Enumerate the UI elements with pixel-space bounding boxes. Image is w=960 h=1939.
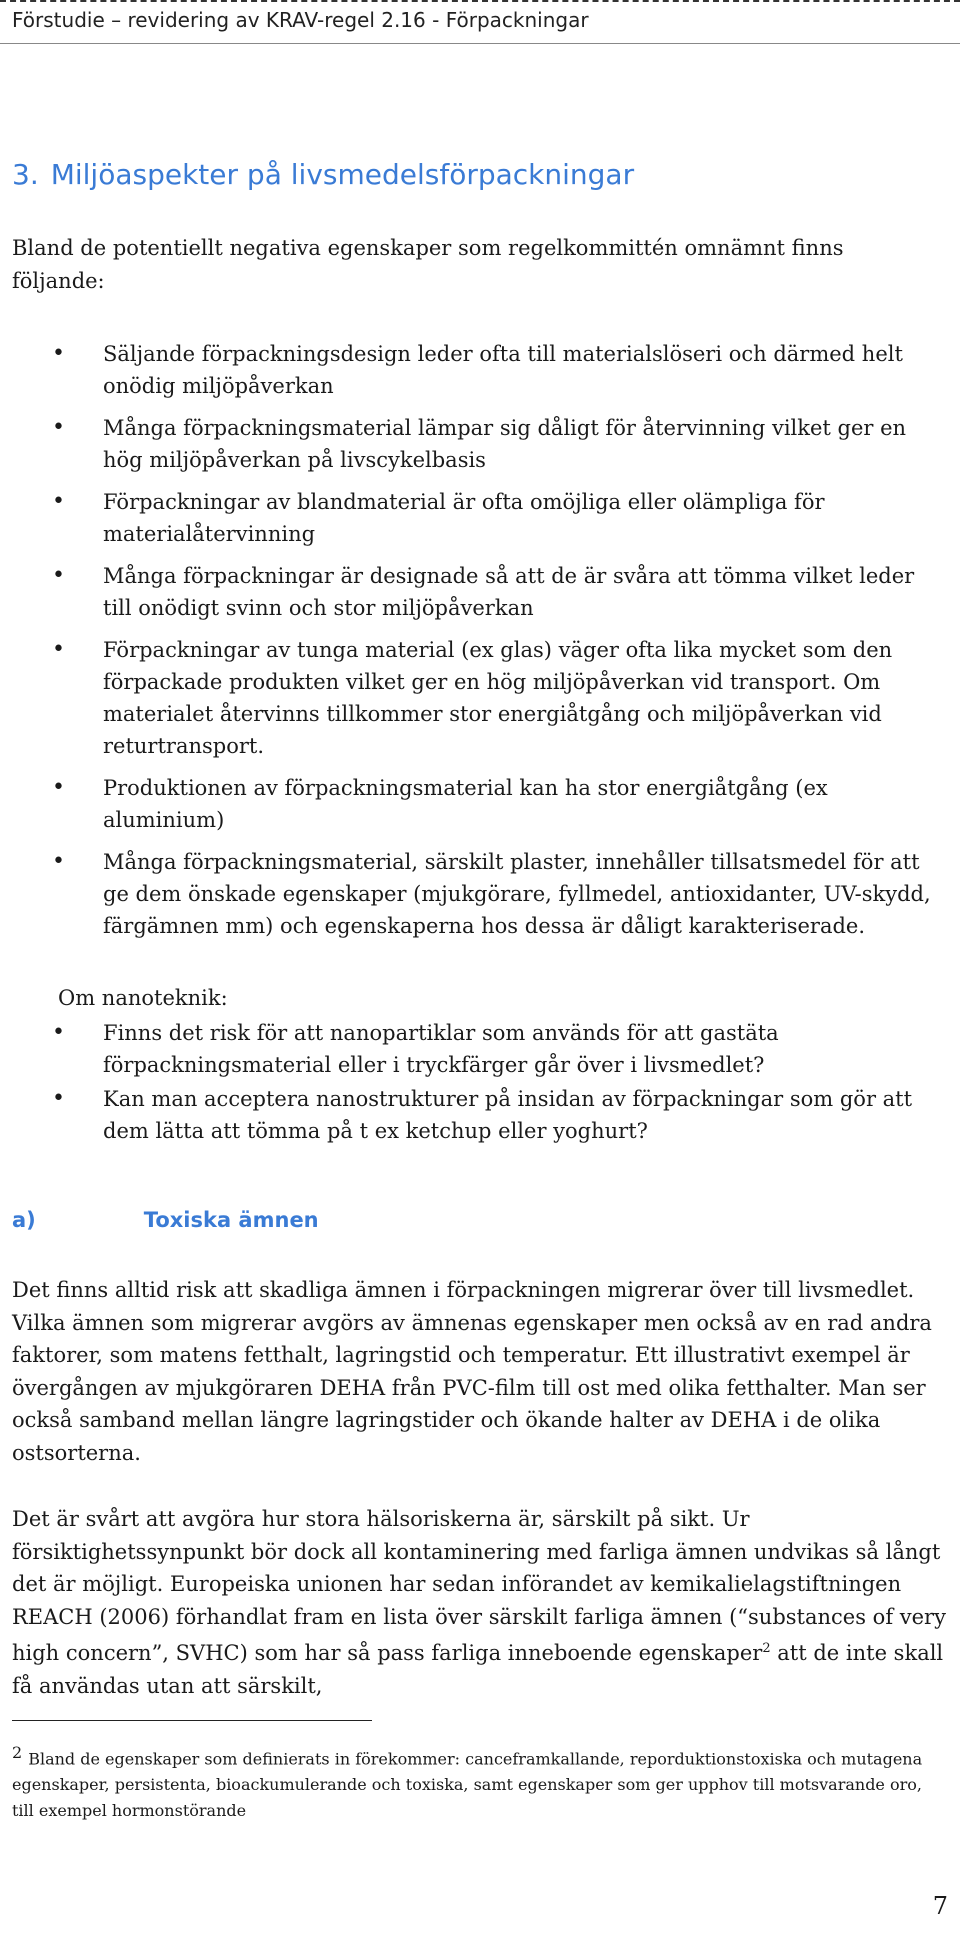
body-paragraph: [12, 1503, 947, 1702]
list-item-text: Många förpackningsmaterial lämpar sig dåligt för återvinning vilket ger en hög miljöpåverkan på livscykelbasis: [103, 416, 907, 472]
list-item-text: Kan man acceptera nanostrukturer på insidan av förpackningar som gör att dem lätta att tömma på t ex ketchup eller yoghurt?: [103, 1087, 913, 1143]
list-item: [0, 634, 933, 762]
footnote-reference[interactable]: 2: [762, 1641, 771, 1656]
header-rule: [0, 43, 960, 44]
list-item-text: Säljande förpackningsdesign leder ofta till materialslöseri och därmed helt onödig miljöpåverkan: [103, 342, 903, 398]
list-item-text: Finns det risk för att nanopartiklar som används för att gastäta förpackningsmaterial eller i tryckfärger går över i livsmedlet?: [103, 1021, 779, 1077]
bullet-icon: •: [52, 637, 65, 662]
footnote-text: Bland de egenskaper som definierats in förekommer: canceframkallande, reporduktionstoxiska och mutagena egenskaper, persistenta, bioackumulerande och toxiska, samt egenskaper som ger upphov till motsvarande oro, till exempel hormonstörande: [12, 1749, 923, 1821]
list-item-text: Förpackningar av blandmaterial är ofta omöjliga eller olämpliga för materialåtervinning: [103, 490, 825, 546]
list-item: [0, 486, 933, 550]
bullet-icon: •: [52, 849, 65, 874]
footnote: [12, 1740, 947, 1824]
bullet-icon: •: [52, 563, 65, 588]
bullet-icon: •: [52, 1020, 65, 1045]
list-item: [0, 412, 933, 476]
subsection-heading: [12, 1208, 319, 1232]
body-paragraph: Det finns alltid risk att skadliga ämnen i förpackningen migrerar över till livsmedlet. Vilka ämnen som migrerar avgörs av ämnenas egenskaper men också av en rad andra faktorer, som matens fetthalt, lagringstid och temperatur. Ett illustrativt exempel är övergången av mjukgöraren DEHA från PVC-film till ost med olika fetthalter. Man ser också samband mellan längre lagringstider och ökande halter av DEHA i de olika ostsorterna.: [12, 1278, 932, 1465]
bullet-list: [0, 338, 960, 952]
page-top-border: [0, 0, 960, 2]
list-item-text: Många förpackningar är designade så att de är svåra att tömma vilket leder till onödigt svinn och stor miljöpåverkan: [103, 564, 915, 620]
intro-paragraph: Bland de potentiellt negativa egenskaper som regelkommittén omnämnt finns följande:: [12, 236, 844, 293]
subsection-letter: a): [12, 1208, 36, 1232]
footnote-rule: [12, 1720, 372, 1721]
bullet-icon: •: [52, 489, 65, 514]
list-item-text: Många förpackningsmaterial, särskilt plaster, innehåller tillsatsmedel för att ge dem önskade egenskaper (mjukgörare, fyllmedel, antioxidanter, UV-skydd, färgämnen mm) och egenskaperna hos dessa är dåligt karakteriserade.: [103, 850, 931, 938]
nano-label: Om nanoteknik:: [58, 986, 228, 1010]
list-item: [0, 1017, 933, 1081]
list-item: [0, 846, 933, 942]
section-heading: [12, 158, 634, 191]
list-item-text: Förpackningar av tunga material (ex glas) väger ofta lika mycket som den förpackade produkten vilket ger en hög miljöpåverkan vid transport. Om materialet återvinns tillkommer stor energiåtgång och miljöpåverkan vid returtransport.: [103, 638, 893, 758]
list-item: [0, 1083, 933, 1147]
page-number: 7: [932, 1892, 948, 1920]
bullet-icon: •: [52, 1086, 65, 1111]
section-title: Miljöaspekter på livsmedelsförpackningar: [50, 158, 635, 191]
list-item-text: Produktionen av förpackningsmaterial kan ha stor energiåtgång (ex aluminium): [103, 776, 828, 832]
list-item: [0, 338, 933, 402]
subsection-title: Toxiska ämnen: [143, 1208, 319, 1232]
bullet-icon: •: [52, 775, 65, 800]
footnote-mark: 2: [12, 1743, 23, 1762]
bullet-icon: •: [52, 415, 65, 440]
list-item: [0, 772, 933, 836]
section-number: 3.: [12, 158, 39, 191]
list-item: [0, 560, 933, 624]
bullet-icon: •: [52, 341, 65, 366]
paragraph-text: att de inte skall få användas utan att särskilt,: [12, 1641, 944, 1698]
nano-question-list: [0, 1017, 960, 1149]
running-header: Förstudie – revidering av KRAV-regel 2.16 - Förpackningar: [12, 8, 589, 32]
paragraph-text: Det är svårt att avgöra hur stora hälsoriskerna är, särskilt på sikt. Ur försiktighetssynpunkt bör dock all kontaminering med farliga ämnen undvikas så långt det är möjligt. Europeiska unionen har sedan införandet av kemikalielagstiftningen REACH (2006) förhandlat fram en lista över särskilt farliga ämnen (“substances of very high concern”, SVHC) som har så pass farliga inneboende egenskaper: [12, 1507, 946, 1665]
